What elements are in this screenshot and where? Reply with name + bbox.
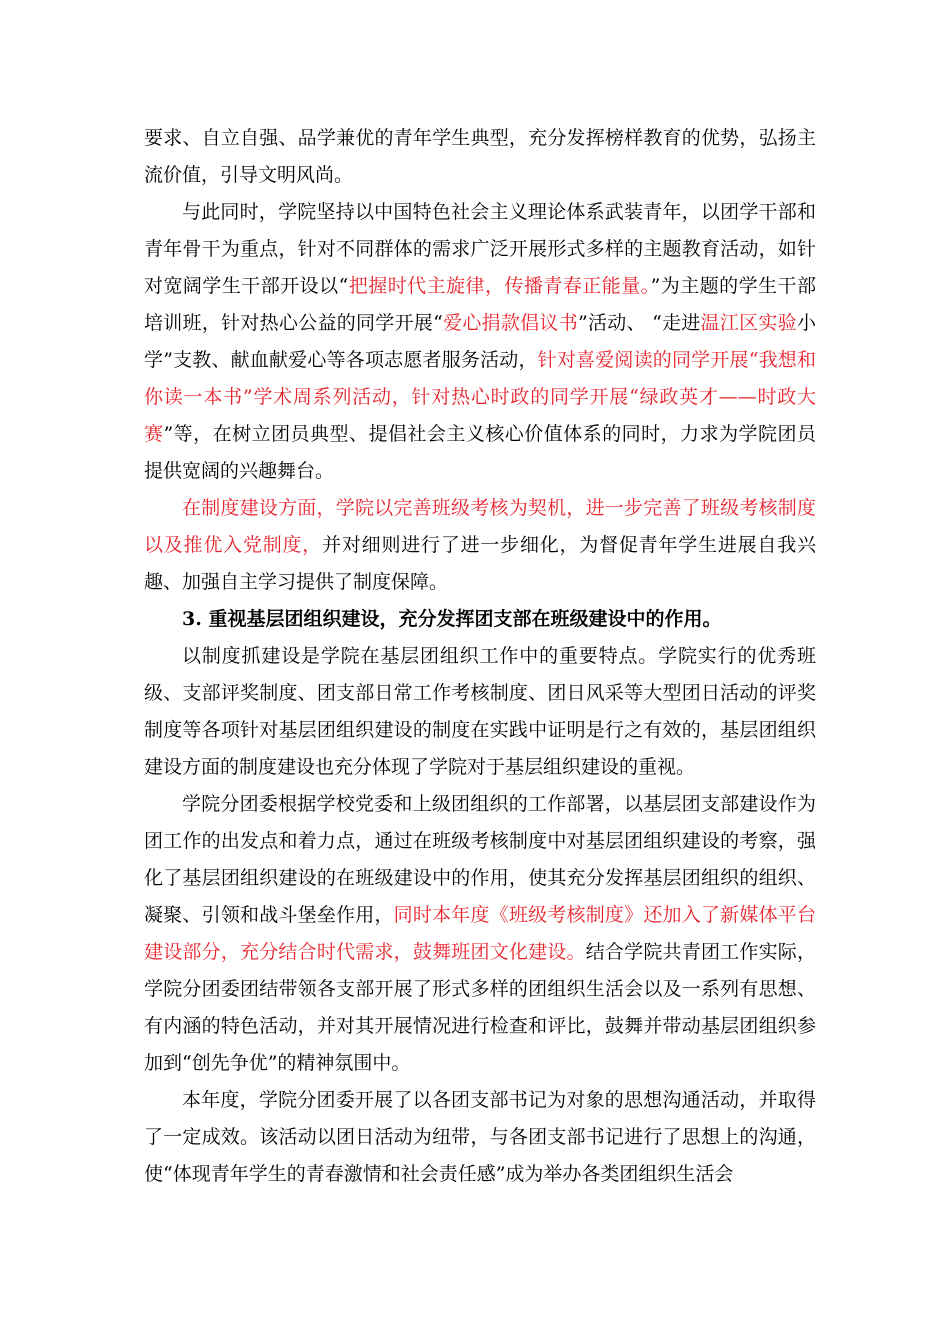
text-span: 本年度，学院分团委开展了以各团支部书记为对象的思想沟通活动，并取得了一定成效。该活动以团日活动为纽带，与各团支部书记进行了思想上的沟通，使“体现青年学生的青春激情和社会责任感”成为举办各类团组织生活会 bbox=[144, 1089, 816, 1185]
highlight-text-span: 同时本年度《班级考核制度》还加入了新媒体平台建设部分，充分结合时代需求，鼓舞班团文化建设。 bbox=[144, 904, 816, 963]
text-span: 要求、自立自强、品学兼优的青年学生典型，充分发挥榜样教育的优势，弘扬主流价值，引导文明风尚。 bbox=[144, 127, 816, 186]
text-span: 并对细则进行了进一步细化，为督促青年学生进展自我兴趣、加强自主学习提供了制度保障。 bbox=[144, 534, 816, 593]
text-span: 以制度抓建设是学院在基层团组织工作中的重要特点。学院实行的优秀班级、支部评奖制度、团支部日常工作考核制度、团日风采等大型团日活动的评奖制度等各项针对基层团组织建设的制度在实践中证明是行之有效的，基层团组织建设方面的制度建设也充分体现了学院对于基层组织建设的重视。 bbox=[144, 645, 816, 778]
text-span: 与此同时，学院坚持以中国特色社会主义理论体系武装青年，以团学干部和青年骨干为重点，针对不同群体的需求广泛开展形式多样的主题教育活动，如针对宽阔学生干部开设以“ bbox=[144, 201, 816, 297]
text-span: 小学”支教、献血献爱心等各项志愿者服务活动， bbox=[144, 312, 816, 371]
highlight-text-span: 针对喜爱阅读的同学开展“我想和你读一本书”学术周系列活动，针对热心时政的同学开展“绿政英才——时政大赛 bbox=[144, 349, 816, 445]
paragraph-6 bbox=[144, 1082, 816, 1193]
highlight-text-span: 温江区实验 bbox=[700, 312, 797, 334]
text-span: 学院分团委根据学校党委和上级团组织的工作部署，以基层团支部建设作为团工作的出发点和着力点，通过在班级考核制度中对基层团组织建设的考察，强化了基层团组织建设的在班级建设中的作用，使其充分发挥基层团组织的组织、凝聚、引领和战斗堡垒作用， bbox=[144, 793, 816, 926]
text-span: ”活动、 “走进 bbox=[577, 312, 701, 334]
paragraph-4 bbox=[144, 638, 816, 786]
heading-text: 3. 重视基层团组织建设，充分发挥团支部在班级建设中的作用。 bbox=[182, 608, 722, 630]
paragraph-5 bbox=[144, 786, 816, 1082]
highlight-text-span: 把握时代主旋律，传播青春正能量。 bbox=[348, 275, 651, 297]
highlight-text-span: 在制度建设方面，学院以完善班级考核为契机，进一步完善了班级考核制度以及推优入党制度， bbox=[144, 497, 816, 556]
document-page bbox=[144, 120, 816, 1193]
text-span: ”等，在树立团员典型、提倡社会主义核心价值体系的同时，力求为学院团员提供宽阔的兴趣舞台。 bbox=[144, 423, 816, 482]
paragraph-3 bbox=[144, 490, 816, 601]
section-heading bbox=[144, 601, 816, 638]
highlight-text-span: 爱心捐款倡议书 bbox=[442, 312, 578, 334]
text-span: ”为主题的学生干部培训班，针对热心公益的同学开展“ bbox=[144, 275, 816, 334]
paragraph-1 bbox=[144, 120, 816, 194]
text-span: 结合学院共青团工作实际，学院分团委团结带领各支部开展了形式多样的团组织生活会以及一系列有思想、有内涵的特色活动，并对其开展情况进行检查和评比，鼓舞并带动基层团组织参加到“创先争优”的精神氛围中。 bbox=[144, 941, 816, 1074]
paragraph-2 bbox=[144, 194, 816, 490]
